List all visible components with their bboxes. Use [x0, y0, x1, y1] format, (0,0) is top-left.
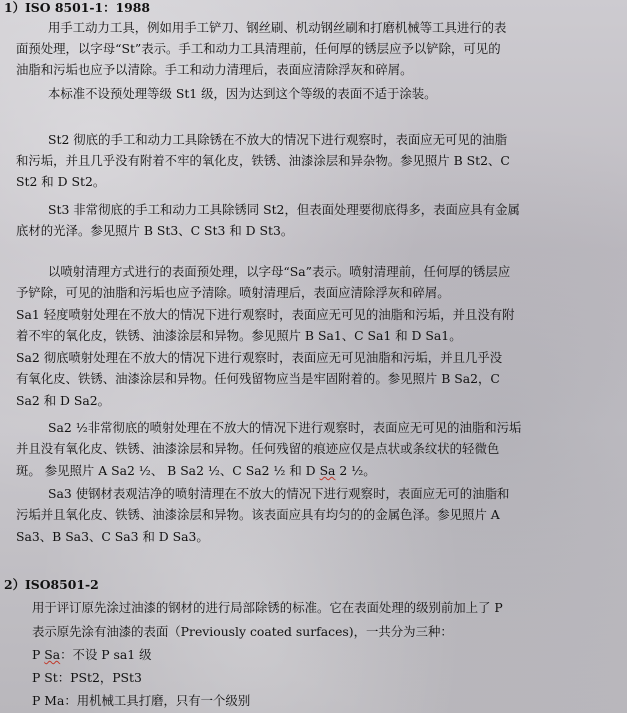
- list-item-pma: P Ma：用机械工具打磨，只有一个级别: [32, 693, 251, 708]
- para-st3-line-2: 底材的光泽。参见照片 B St3、C St3 和 D St3。: [16, 223, 294, 238]
- spelling-flag: Sa: [44, 647, 61, 662]
- para-sa3-line-2: 污垢并且氧化皮、铁锈、油漆涂层和异物。该表面应具有均匀的的金属色泽。参见照片 A: [16, 507, 500, 522]
- para-st2-line-2: 和污垢，并且几乎没有附着不牢的氧化皮，铁锈、油漆涂层和异杂物。参见照片 B St2、C: [16, 153, 510, 168]
- para-sa3-line-3: Sa3、B Sa3、C Sa3 和 D Sa3。: [16, 529, 209, 544]
- para-iso8501-2-line-1: 用于评订原先涂过油漆的钢材的进行局部除锈的标准。它在表面处理的级别前加上了 P: [32, 600, 503, 615]
- para-sa1-line-2: 着不牢的氧化皮，铁锈、油漆涂层和异物。参见照片 B Sa1、C Sa1 和 D Sa1。: [16, 328, 462, 343]
- list-item-psa-text: ：不设 P sa1 级: [60, 647, 152, 662]
- para-sa2half-line-3-text: 斑。 参见照片 A Sa2 ½、 B Sa2 ½、C Sa2 ½ 和 D: [16, 463, 320, 478]
- spelling-flag: Sa: [319, 463, 336, 478]
- para-sa2-line-1: Sa2 彻底喷射处理在不放大的情况下进行观察时，表面应无可见油脂和污垢，并且几乎没: [16, 350, 503, 365]
- document-body: [2, 0, 624, 713]
- para-sa3-line-1: Sa3 使钢材表观洁净的喷射清理在不放大的情况下进行观察时，表面应无可的油脂和: [48, 486, 510, 501]
- para-st2-line-3: St2 和 D St2。: [16, 174, 106, 189]
- para-sa2half-line-1: Sa2 ½非常彻底的喷射处理在不放大的情况下进行观察时，表面应无可见的油脂和污垢: [48, 420, 522, 435]
- list-item-psa: [32, 645, 152, 666]
- para-sa2-line-2: 有氧化皮、铁锈、油漆涂层和异物。任何残留物应当是牢固附着的。参见照片 B Sa2，C: [16, 371, 500, 386]
- section-2-heading: 2）ISO8501-2: [4, 577, 99, 592]
- para-st-intro-line-3: 油脂和污垢也应予以清除。手工和动力清理后，表面应清除浮灰和碎屑。: [16, 62, 413, 77]
- para-st1-note: 本标准不设预处理等级 St1 级，因为达到这个等级的表面不适于涂装。: [48, 86, 437, 101]
- para-sa2-line-3: Sa2 和 D Sa2。: [16, 393, 111, 408]
- para-sa1-line-1: Sa1 轻度喷射处理在不放大的情况下进行观察时，表面应无可见的油脂和污垢，并且没有附: [16, 307, 515, 322]
- para-sa-intro-line-2: 予铲除，可见的油脂和污垢也应予清除。喷射清理后，表面应清除浮灰和碎屑。: [16, 285, 450, 300]
- para-st-intro-line-1: 用手工动力工具，例如用手工铲刀、钢丝刷、机动钢丝刷和打磨机械等工具进行的表: [48, 20, 507, 35]
- para-st3-line-1: St3 非常彻底的手工和动力工具除锈同 St2，但表面处理要彻底得多，表面应具有金属: [48, 202, 520, 217]
- list-item-psa-prefix: P: [32, 647, 45, 662]
- para-sa2half-line-3: [16, 461, 376, 482]
- para-st2-line-1: St2 彻底的手工和动力工具除锈在不放大的情况下进行观察时，表面应无可见的油脂: [48, 132, 507, 147]
- para-sa2half-line-2: 并且没有氧化皮、铁锈、油漆涂层和异物。任何残留的痕迹应仅是点状或条纹状的轻微色: [16, 441, 500, 456]
- section-1-heading: 1）ISO 8501-1：1988: [4, 0, 150, 15]
- list-item-pst: P St：PSt2，PSt3: [32, 670, 142, 685]
- para-st-intro-line-2: 面预处理，以字母“St”表示。手工和动力工具清理前，任何厚的锈层应予以铲除，可见的: [16, 41, 501, 56]
- para-iso8501-2-line-2: 表示原先涂有油漆的表面（Previously coated surfaces)，一共分为三种：: [32, 624, 453, 639]
- para-sa2half-line-3-end: 2 ½。: [335, 463, 376, 478]
- para-sa-intro-line-1: 以喷射清理方式进行的表面预处理，以字母“Sa”表示。喷射清理前，任何厚的锈层应: [48, 264, 511, 279]
